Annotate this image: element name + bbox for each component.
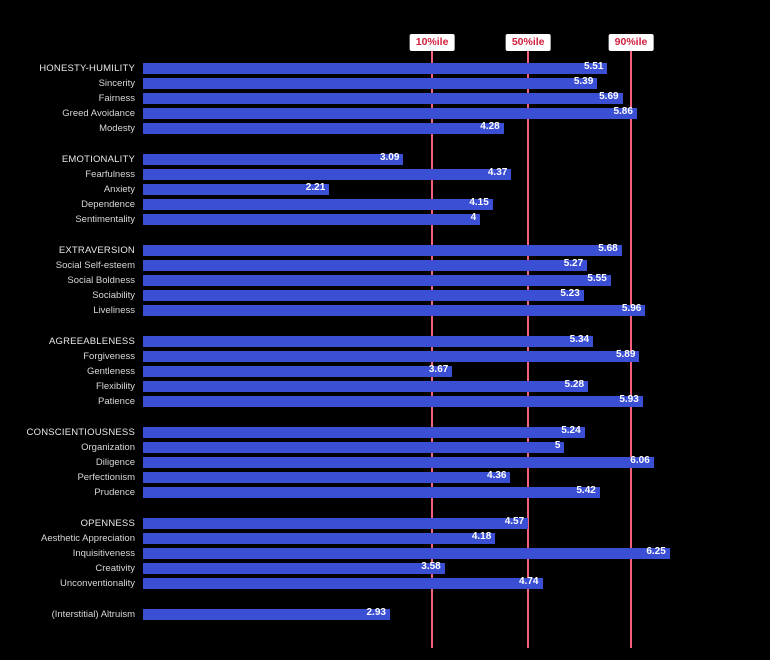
bar-value-label: 4.18: [471, 531, 492, 542]
bar-value-label: 5.86: [613, 106, 633, 117]
bar-row: [143, 290, 733, 301]
bar: [143, 123, 504, 134]
bar: [143, 427, 585, 438]
category-label: Sentimentality: [75, 214, 135, 225]
bar-row: [143, 457, 733, 468]
category-label: Sociability: [92, 290, 135, 301]
bar-row: [143, 609, 733, 620]
bar: [143, 381, 588, 392]
bar: [143, 245, 622, 256]
bar-value-label: 5.28: [564, 379, 585, 390]
bar-row: [143, 214, 733, 225]
bar: [143, 305, 645, 316]
percentile-tag: 10%ile: [410, 34, 455, 51]
category-label: Gentleness: [86, 366, 135, 377]
bar-value-label: 5.27: [563, 258, 584, 269]
bar-row: [143, 396, 733, 407]
bar-row: [143, 245, 733, 256]
category-label: Dependence: [81, 199, 135, 210]
bar: [143, 260, 587, 271]
category-label: Fearfulness: [85, 169, 135, 180]
bar-value-label: 4.36: [487, 470, 507, 481]
category-label: Organization: [81, 442, 135, 453]
category-label: Inquisitiveness: [72, 548, 135, 559]
percentile-tag: 90%ile: [609, 34, 654, 51]
category-label: Patience: [98, 396, 135, 407]
bar-row: [143, 123, 733, 134]
bar-value-label: 6.25: [646, 546, 666, 557]
bar-value-label: 5.34: [569, 334, 590, 345]
category-label-column: [0, 58, 139, 648]
bar-value-label: 5.69: [599, 91, 619, 102]
bar-value-label: 2.21: [305, 182, 326, 193]
category-label: Aesthetic Appreciation: [40, 533, 135, 544]
bar: [143, 78, 597, 89]
bar-row: [143, 351, 733, 362]
category-label: Diligence: [95, 457, 135, 468]
category-label: EMOTIONALITY: [61, 154, 135, 165]
bar-row: [143, 260, 733, 271]
bar-value-label: 3.67: [428, 364, 449, 375]
bar-value-label: 5: [554, 440, 561, 451]
bar-value-label: 5.51: [583, 61, 604, 72]
bar: [143, 396, 643, 407]
bar-row: [143, 442, 733, 453]
bar-value-label: 5.89: [615, 349, 636, 360]
bar-row: [143, 275, 733, 286]
category-label: EXTRAVERSION: [58, 245, 135, 256]
bar: [143, 169, 511, 180]
category-label: Anxiety: [103, 184, 135, 195]
bar: [143, 578, 543, 589]
category-label: Greed Avoidance: [62, 108, 135, 119]
category-label: Creativity: [95, 563, 135, 574]
category-label: CONSCIENTIOUSNESS: [26, 427, 135, 438]
percentile-tag: 50%ile: [506, 34, 551, 51]
bar: [143, 199, 493, 210]
bar-value-label: 4.57: [504, 516, 525, 527]
bar: [143, 366, 452, 377]
bar-value-label: 5.24: [561, 425, 581, 436]
bar-value-label: 2.93: [366, 607, 386, 618]
bar-row: [143, 199, 733, 210]
bar: [143, 290, 584, 301]
bar-value-label: 5.96: [621, 303, 642, 314]
category-label: Sincerity: [98, 78, 135, 89]
bar-row: [143, 518, 733, 529]
bar-row: [143, 169, 733, 180]
bar-value-label: 5.55: [587, 273, 607, 284]
bar-row: [143, 578, 733, 589]
bar-value-label: 4: [470, 212, 477, 223]
bar: [143, 351, 639, 362]
bar-row: [143, 93, 733, 104]
bar-value-label: 5.68: [598, 243, 618, 254]
bar-row: [143, 366, 733, 377]
bar-value-label: 4.74: [519, 576, 539, 587]
bar-row: [143, 548, 733, 559]
bar: [143, 548, 670, 559]
bar: [143, 63, 607, 74]
bar-value-label: 3.58: [421, 561, 441, 572]
bar-row: [143, 336, 733, 347]
category-label: Social Self-esteem: [55, 260, 135, 271]
bar-value-label: 4.15: [469, 197, 489, 208]
bar: [143, 275, 611, 286]
bar-row: [143, 427, 733, 438]
category-label: OPENNESS: [80, 518, 135, 529]
bar-value-label: 6.06: [630, 455, 650, 466]
category-label: Social Boldness: [67, 275, 135, 286]
category-label: Fairness: [98, 93, 135, 104]
bar-value-label: 5.39: [573, 76, 594, 87]
bar: [143, 93, 623, 104]
bar-row: [143, 381, 733, 392]
bar: [143, 184, 329, 195]
bar-row: [143, 78, 733, 89]
bar: [143, 518, 528, 529]
bar-row: [143, 472, 733, 483]
plot-area: [143, 58, 733, 648]
bar: [143, 442, 564, 453]
category-label: (Interstitial) Altruism: [51, 609, 135, 620]
bar: [143, 336, 593, 347]
bar: [143, 472, 510, 483]
bar-row: [143, 563, 733, 574]
bar-value-label: 3.09: [379, 152, 400, 163]
bar-value-label: 5.23: [560, 288, 580, 299]
category-label: Modesty: [99, 123, 135, 134]
bar: [143, 214, 480, 225]
category-label: Prudence: [94, 487, 135, 498]
bar: [143, 563, 445, 574]
category-label: HONESTY-HUMILITY: [39, 63, 135, 74]
bar-row: [143, 305, 733, 316]
category-label: Liveliness: [93, 305, 135, 316]
bar: [143, 457, 654, 468]
bar-row: [143, 487, 733, 498]
bar: [143, 108, 637, 119]
category-label: Perfectionism: [77, 472, 135, 483]
bar-row: [143, 63, 733, 74]
bar: [143, 533, 495, 544]
category-label: Forgiveness: [83, 351, 135, 362]
bar-value-label: 4.28: [480, 121, 500, 132]
bar-value-label: 5.93: [619, 394, 639, 405]
category-label: Unconventionality: [60, 578, 135, 589]
bar-row: [143, 154, 733, 165]
bar-row: [143, 533, 733, 544]
bar-value-label: 5.42: [576, 485, 596, 496]
bar: [143, 154, 403, 165]
category-label: Flexibility: [95, 381, 135, 392]
bar-row: [143, 108, 733, 119]
category-label: AGREEABLENESS: [48, 336, 135, 347]
bar-row: [143, 184, 733, 195]
bar: [143, 609, 390, 620]
bar: [143, 487, 600, 498]
bar-value-label: 4.37: [487, 167, 508, 178]
